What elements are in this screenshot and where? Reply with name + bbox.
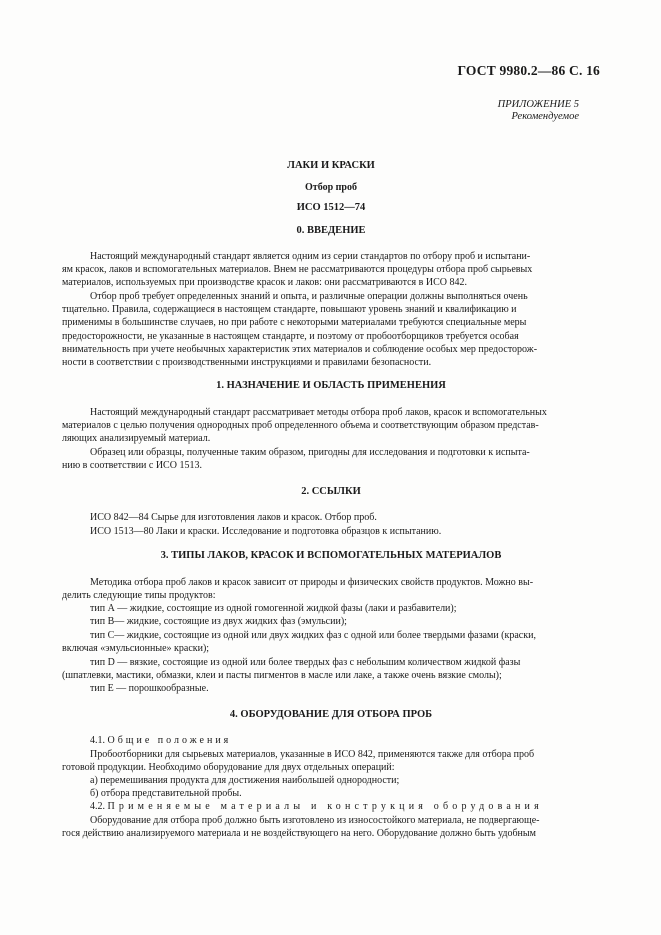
text-line: Оборудование для отбора проб должно быть изготовлено из износостойкого материала, не подвергающе-	[90, 815, 540, 826]
text-line: тщательно. Правила, содержащиеся в настоящем стандарте, повышают уровень знаний и квалификацию и	[62, 304, 517, 316]
subsection-title: Применяемые материалы и конструкция оборудования	[107, 801, 543, 812]
subsection-4-1-heading	[90, 735, 231, 746]
text-line: Отбор проб требует определенных знаний и опыта, и различные операции должны выполняться очень	[90, 291, 528, 302]
text-line: Пробоотборники для сырьевых материалов, указанные в ИСО 842, применяются также для отбора проб	[90, 749, 535, 760]
text-line: ности в соответствии с производственными инструкциями и правилами безопасности.	[62, 357, 432, 369]
text-line: тип D — вязкие, состоящие из одной или более твердых фаз с небольшим количеством жидкой фазы	[90, 657, 521, 668]
text-line: материалов, используемых при производстве красок и лаков: они рассматриваются в ИСО 842.	[62, 277, 467, 289]
text-line: внимательность при учете необычных характеристик этих материалов и соблюдение особых мер предосторож-	[62, 343, 538, 355]
text-line: ям красок, лаков и вспомогательных материалов. Внем не рассматриваются процедуры отбора проб сырьевых	[62, 264, 533, 276]
text-line: Методика отбора проб лаков и красок зависит от природы и физических свойств продуктов. Можно вы-	[90, 577, 534, 588]
appendix-block	[498, 99, 579, 123]
standard-number: ИСО 1512—74	[296, 202, 366, 213]
text-line: включая «эмульсионные» краски);	[62, 643, 210, 655]
text-line: тип С— жидкие, состоящие из одной или двух жидких фаз с одной или более твердыми фазами (краски,	[90, 630, 536, 641]
section-1-paragraph-1	[62, 406, 600, 446]
intro-paragraph-1	[62, 250, 600, 290]
subsection-title: Общие положения	[107, 735, 232, 746]
subsection-number: 4.1.	[90, 735, 105, 746]
text-line: Образец или образцы, полученные таким образом, пригодны для исследования и подготовки к испыта-	[90, 447, 530, 458]
section-4-heading: 4. ОБОРУДОВАНИЕ ДЛЯ ОТБОРА ПРОБ	[229, 709, 433, 720]
text-line: готовой продукции. Необходимо оборудование для двух отдельных операций:	[62, 762, 395, 774]
type-b-item: тип В— жидкие, состоящие из двух жидких фаз (эмульсии);	[90, 616, 347, 627]
text-line: Настоящий международный стандарт является одним из серии стандартов по отбору проб и испытани-	[90, 251, 531, 262]
text-line: нию в соответствии с ИСО 1513.	[62, 460, 202, 472]
type-e-item: тип Е — порошкообразные.	[90, 683, 209, 694]
type-a-item: тип А — жидкие, состоящие из одной гомогенной жидкой фазы (лаки и разбавители);	[90, 603, 457, 614]
section-3-paragraph-1	[62, 576, 600, 602]
text-line: Настоящий международный стандарт рассматривает методы отбора проб лаков, красок и вспомогательных	[90, 407, 547, 418]
text-line: применимы в большинстве случаев, но при работе с некоторыми материалами требуются специальные меры	[62, 317, 527, 329]
subsection-4-2-heading	[90, 801, 543, 812]
text-line: предосторожности, не указанные в настоящем стандарте, и поэтому от пробоотборщиков требуется особая	[62, 330, 519, 342]
section-3-heading: 3. ТИПЫ ЛАКОВ, КРАСОК И ВСПОМОГАТЕЛЬНЫХ МАТЕРИАЛОВ	[160, 550, 502, 561]
document-header: ГОСТ 9980.2—86 С. 16	[457, 63, 600, 78]
reference-iso-1513: ИСО 1513—80 Лаки и краски. Исследование и подготовка образцов к испытанию.	[90, 526, 442, 537]
section-2-heading: 2. ССЫЛКИ	[301, 486, 361, 497]
text-line: (шпатлевки, мастики, обмазки, клеи и пасты пигментов в масле или лаке, а также очень вязкие смолы);	[62, 670, 502, 682]
operation-b-item: б) отбора представительной пробы.	[90, 788, 242, 799]
text-line: делить следующие типы продуктов:	[62, 590, 216, 602]
operation-a-item: а) перемешивания продукта для достижения наибольшей однородности;	[90, 775, 400, 786]
text-line: материалов с целью получения однородных проб определенного объема и соответствующим образом представ-	[62, 420, 539, 432]
subsection-4-1-paragraph	[62, 748, 600, 774]
section-0-heading: 0. ВВЕДЕНИЕ	[296, 225, 366, 236]
text-line: гося действию анализируемого материала и не воздействующего на него. Оборудование должно быть удобным	[62, 828, 536, 840]
subsection-4-2-paragraph	[62, 814, 600, 840]
type-c-item	[62, 629, 600, 655]
appendix-label: ПРИЛОЖЕНИЕ 5	[497, 99, 579, 110]
section-1-paragraph-2	[62, 446, 600, 472]
reference-iso-842: ИСО 842—84 Сырье для изготовления лаков и красок. Отбор проб.	[90, 512, 377, 523]
text-line: ляющих анализируемый материал.	[62, 433, 211, 445]
appendix-status: Рекомендуемое	[511, 111, 579, 122]
document-title: ЛАКИ И КРАСКИ	[287, 160, 375, 171]
subsection-number: 4.2.	[90, 801, 105, 812]
intro-paragraph-2	[62, 290, 600, 369]
type-d-item	[62, 656, 600, 682]
document-subtitle: Отбор проб	[305, 182, 357, 193]
section-1-heading: 1. НАЗНАЧЕНИЕ И ОБЛАСТЬ ПРИМЕНЕНИЯ	[216, 380, 446, 391]
